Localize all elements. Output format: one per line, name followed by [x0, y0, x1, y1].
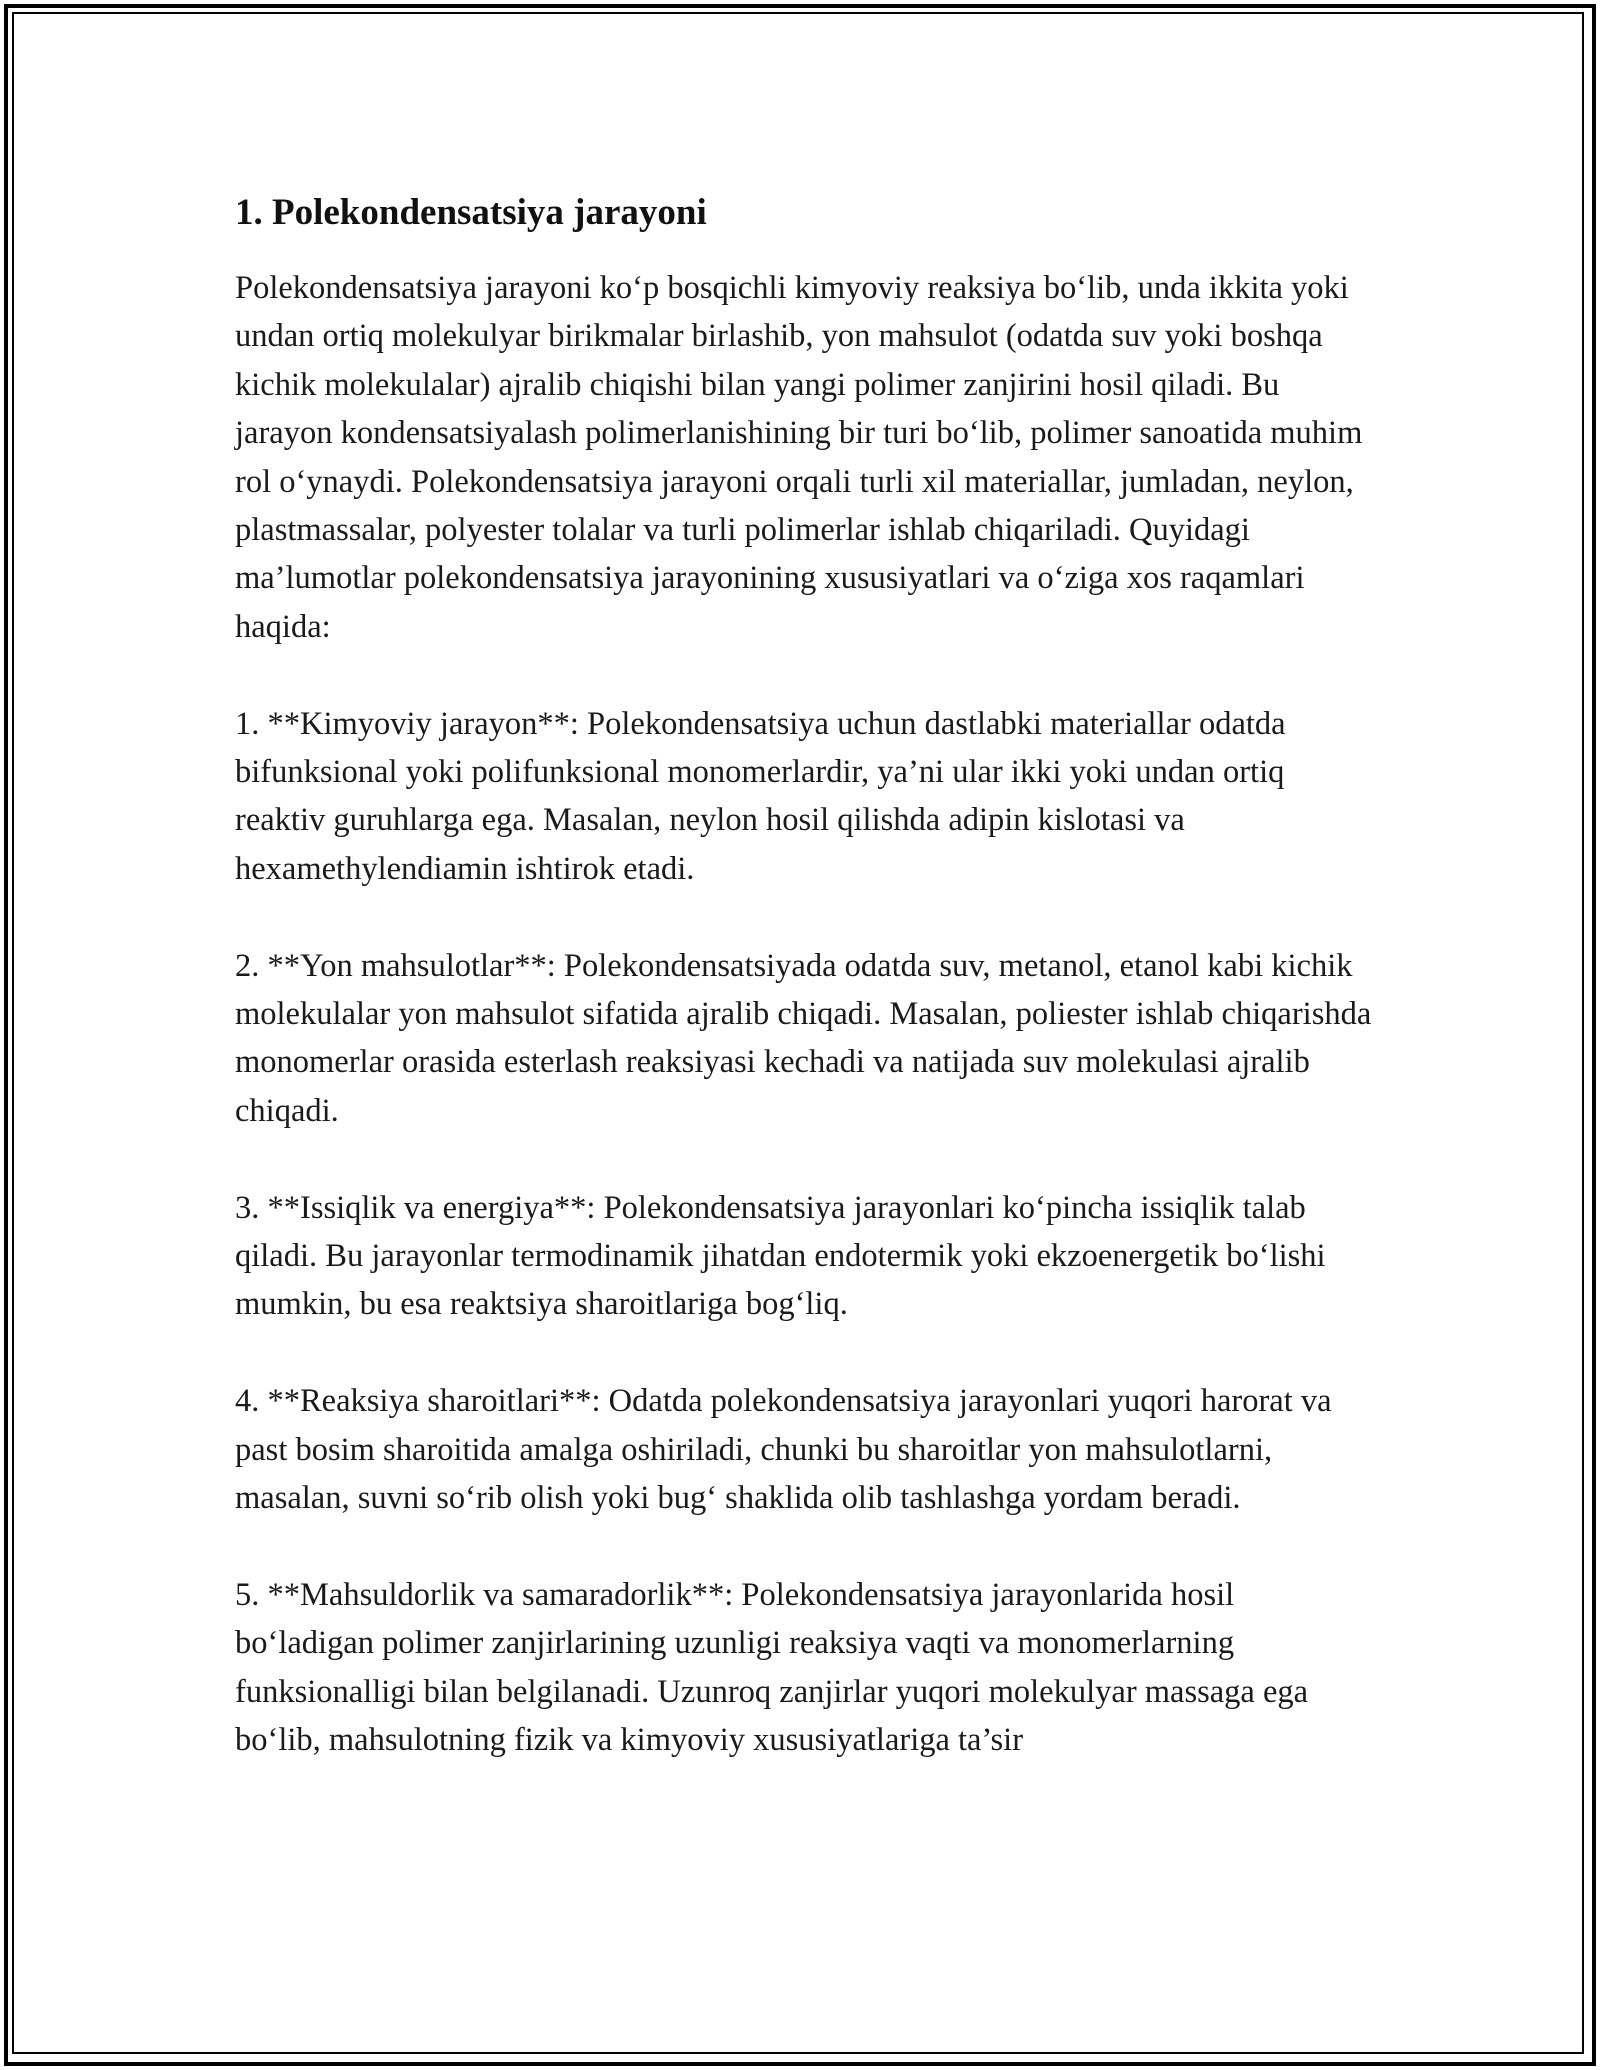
- list-item-reaksiya-sharoitlari: 4. **Reaksiya sharoitlari**: Odatda polekondensatsiya jarayonlari yuqori harorat va past bosim sharoitida amalga oshiriladi, chunki bu sharoitlar yon mahsulotlarni, masalan, suvni so‘rib olish yoki bug‘ shaklida olib tashlashga yordam beradi.: [235, 1383, 1332, 1517]
- list-item-kimyoviy-jarayon: 1. **Kimyoviy jarayon**: Polekondensatsiya uchun dastlabki materiallar odatda bifunksional yoki polifunksional monomerlardir, ya’ni ular ikki yoki undan ortiq reaktiv guruhlarga ega. Masalan, neylon hosil qilishda adipin kislotasi va hexamethylendiamin ishtirok etadi.: [235, 705, 1286, 887]
- document-body: [235, 188, 1375, 1765]
- list-item-mahsuldorlik: 5. **Mahsuldorlik va samaradorlik**: Polekondensatsiya jarayonlarida hosil bo‘ladigan polimer zanjirlarining uzunligi reaksiya vaqti va monomerlarning funksionalligi bilan belgilanadi. Uzunroq zanjirlar yuqori molekulyar massaga ega bo‘lib, mahsulotning fizik va kimyoviy xususiyatlariga ta’sir: [235, 1576, 1309, 1759]
- section-heading: 1. Polekondensatsiya jarayoni: [235, 192, 707, 233]
- list-item-yon-mahsulotlar: 2. **Yon mahsulotlar**: Polekondensatsiyada odatda suv, metanol, etanol kabi kichik molekulalar yon mahsulot sifatida ajralib chiqadi. Masalan, poliester ishlab chiqarishda monomerlar orasida esterlash reaksiyasi kechadi va natijada suv molekulasi ajralib chiqadi.: [235, 947, 1372, 1129]
- intro-paragraph: Polekondensatsiya jarayoni ko‘p bosqichli kimyoviy reaksiya bo‘lib, unda ikkita yoki undan ortiq molekulyar birikmalar birlashib, yon mahsulot (odatda suv yoki boshqa kichik molekulalar) ajralib chiqishi bilan yangi polimer zanjirini hosil qiladi. Bu jarayon kondensatsiyalash polimerlanishining bir turi bo‘lib, polimer sanoatida muhim rol o‘ynaydi. Polekondensatsiya jarayoni orqali turli xil materiallar, jumladan, neylon, plastmassalar, polyester tolalar va turli polimerlar ishlab chiqariladi. Quyidagi ma’lumotlar polekondensatsiya jarayonining xususiyatlari va o‘ziga xos raqamlari haqida:: [235, 270, 1363, 645]
- list-item-issiqlik-va-energiya: 3. **Issiqlik va energiya**: Polekondensatsiya jarayonlari ko‘pincha issiqlik talab qiladi. Bu jarayonlar termodinamik jihatdan endotermik yoki ekzoenergetik bo‘lishi mumkin, bu esa reaktsiya sharoitlariga bog‘liq.: [235, 1189, 1326, 1323]
